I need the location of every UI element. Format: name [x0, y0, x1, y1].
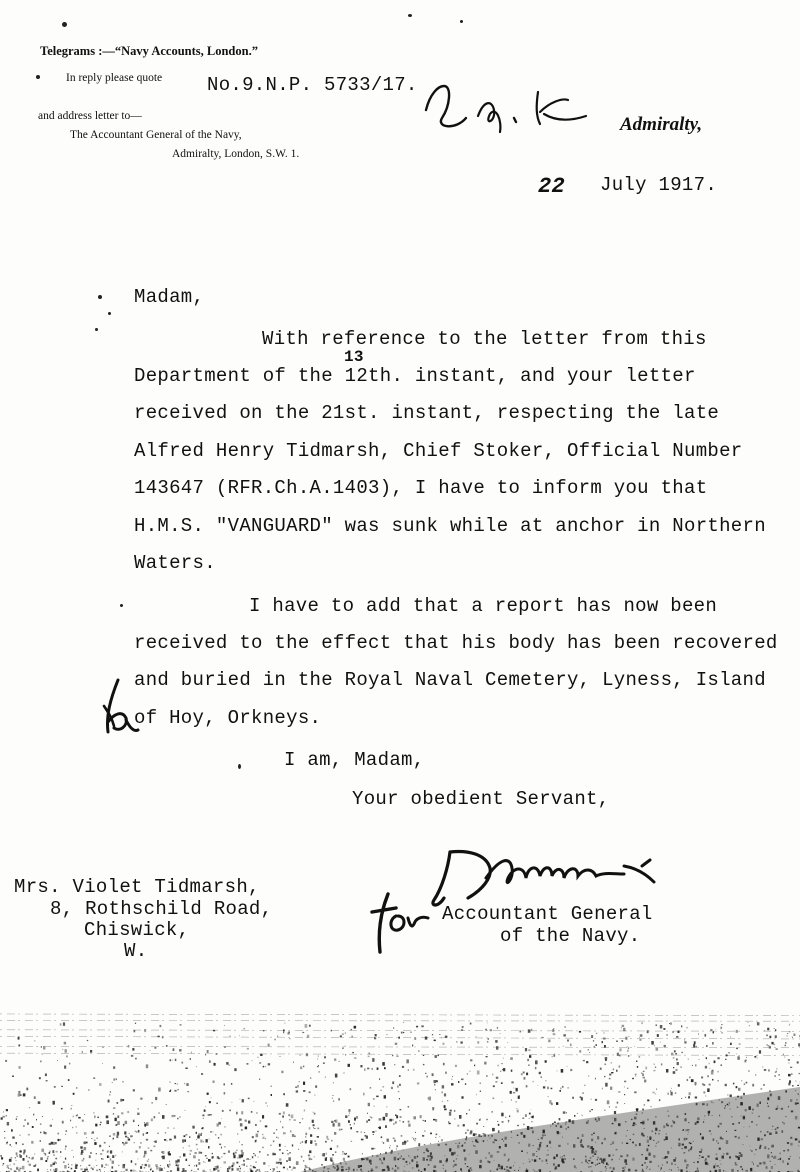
- address-letter-to-label: and address letter to—: [38, 110, 142, 122]
- scan-speck: [238, 764, 241, 769]
- paragraph-line: H.M.S. "VANGUARD" was sunk while at anchor in Northern: [134, 515, 766, 537]
- reference-number: No.9.N.P. 5733/17.: [207, 74, 418, 96]
- date-day-handwritten: 22: [538, 174, 566, 199]
- for-handwritten: [366, 886, 438, 958]
- paragraph-line: Alfred Henry Tidmarsh, Chief Stoker, Official Number: [134, 440, 743, 462]
- paragraph-line: and buried in the Royal Naval Cemetery, Lyness, Island: [134, 669, 766, 691]
- scan-speck: [95, 328, 98, 331]
- correction-above-date: 13: [344, 348, 364, 366]
- signature-title-line-2: of the Navy.: [500, 925, 641, 947]
- closing-line-2: Your obedient Servant,: [352, 788, 610, 810]
- scan-speck: [62, 22, 67, 27]
- addressee-line-1: The Accountant General of the Navy,: [70, 129, 242, 141]
- closing-line-1: I am, Madam,: [284, 749, 425, 771]
- scan-speck: [36, 75, 40, 79]
- recipient-town: Chiswick,: [84, 919, 190, 941]
- reply-quote-label: In reply please quote: [66, 72, 163, 84]
- paragraph-line: 143647 (RFR.Ch.A.1403), I have to inform you that: [134, 477, 708, 499]
- recipient-district: W.: [124, 940, 148, 962]
- margin-handwritten-mark: [100, 676, 142, 738]
- paragraph-line: of Hoy, Orkneys.: [134, 707, 322, 729]
- scan-speck: [460, 20, 463, 23]
- scan-noise-band: [0, 992, 800, 1172]
- paragraph-line: received to the effect that his body has been recovered: [134, 632, 778, 654]
- telegrams-line: Telegrams :—“Navy Accounts, London.”: [40, 44, 258, 58]
- scan-speck: [98, 295, 102, 299]
- addressee-line-2: Admiralty, London, S.W. 1.: [172, 148, 300, 160]
- admiralty-place: Admiralty,: [620, 114, 703, 135]
- signature-title-line-1: Accountant General: [442, 903, 653, 925]
- recipient-street: 8, Rothschild Road,: [50, 898, 273, 920]
- recipient-name: Mrs. Violet Tidmarsh,: [14, 876, 260, 898]
- date-month-year: July 1917.: [600, 174, 718, 196]
- handwritten-initials: [418, 80, 593, 142]
- paragraph-line: Waters.: [134, 552, 216, 574]
- paragraph-line: With reference to the letter from this: [262, 328, 707, 350]
- paragraph-line: Department of the 12th. instant, and your letter: [134, 365, 696, 387]
- scan-speck: [108, 312, 111, 315]
- scan-speck: [120, 604, 123, 607]
- scan-speck: [408, 14, 412, 17]
- salutation: Madam,: [134, 286, 205, 308]
- paragraph-line: I have to add that a report has now been: [249, 595, 718, 617]
- paragraph-line: received on the 21st. instant, respecting the late: [134, 402, 720, 424]
